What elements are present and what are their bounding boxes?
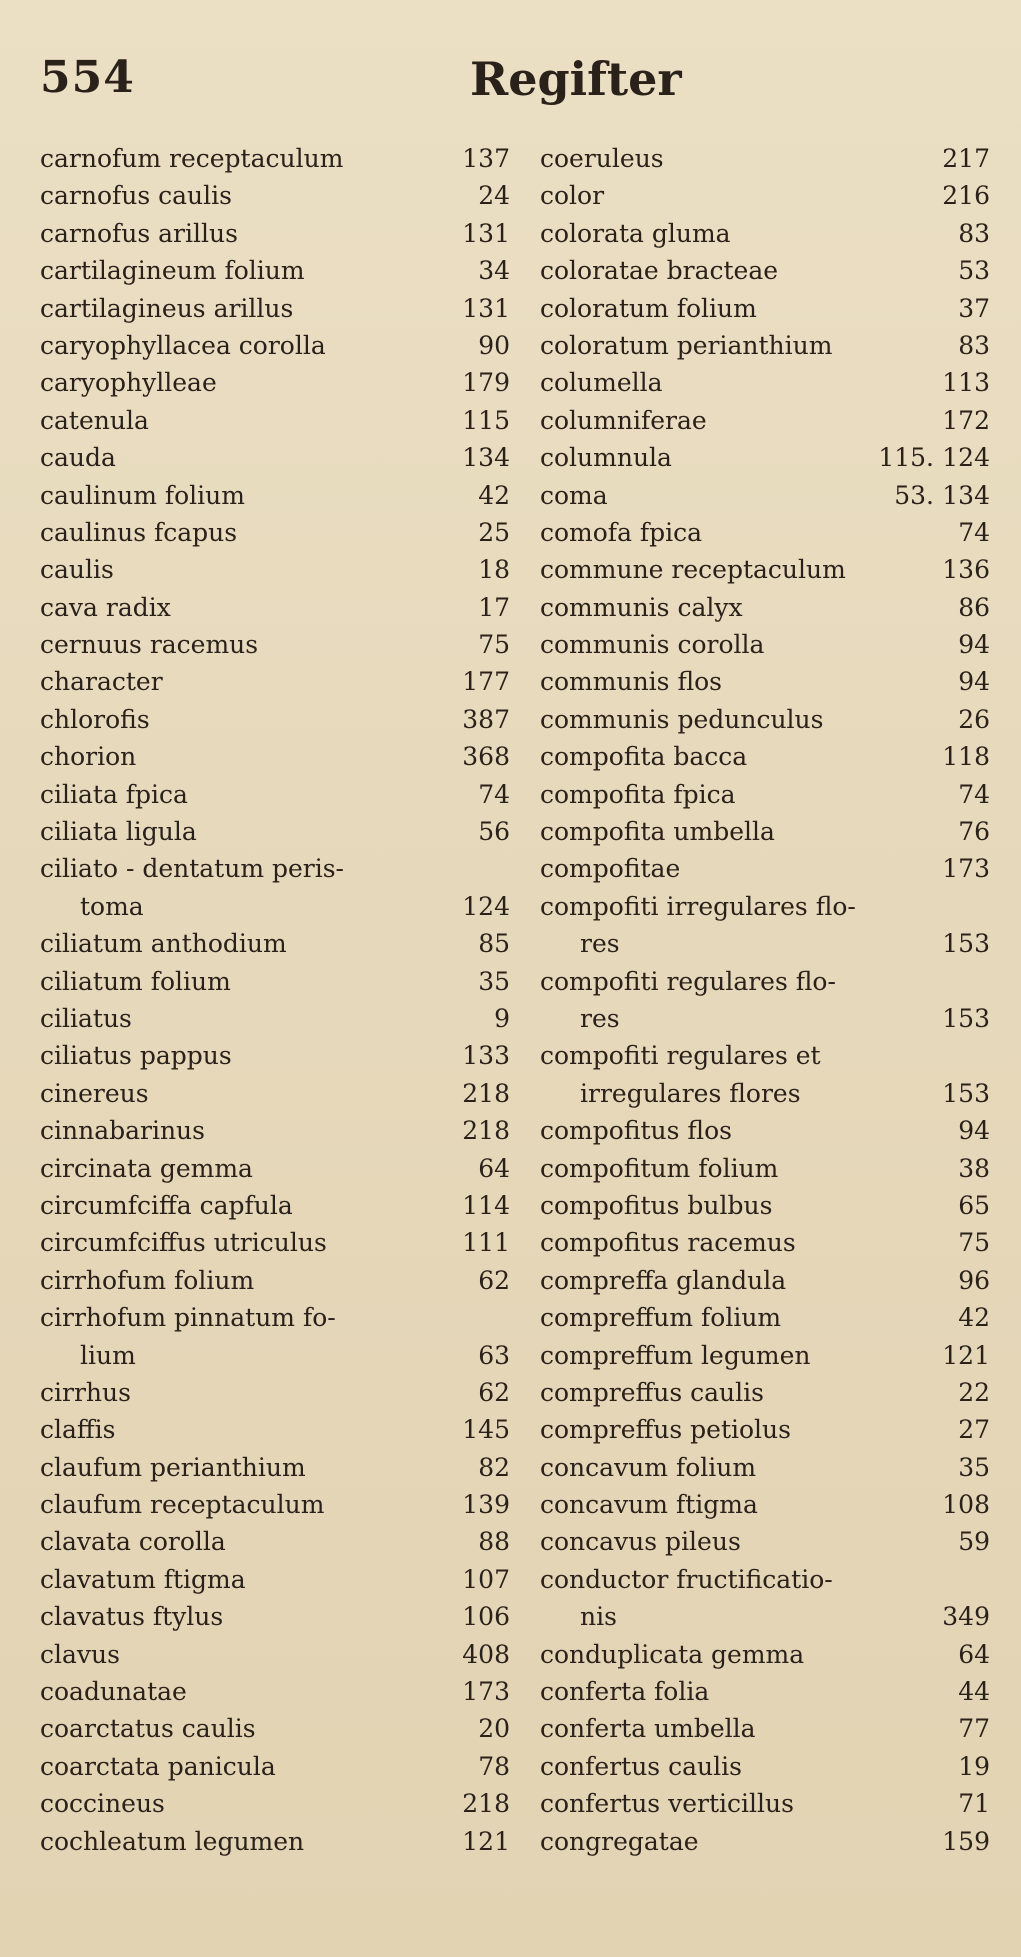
index-page-ref: 218: [462, 1078, 510, 1108]
index-entry: [540, 1785, 990, 1822]
index-term: clavatum ftigma: [40, 1564, 246, 1594]
index-page-ref: 64: [958, 1639, 990, 1669]
index-entry: [40, 1224, 510, 1261]
index-term: concavum ftigma: [540, 1490, 758, 1520]
index-term: conduplicata gemma: [540, 1639, 805, 1669]
index-term: communis calyx: [540, 592, 743, 622]
index-term: columella: [540, 368, 663, 398]
index-term: ciliatus pappus: [40, 1041, 232, 1071]
index-page-ref: 131: [462, 218, 510, 248]
index-entry: [540, 1748, 990, 1785]
index-entry: [540, 925, 990, 962]
index-term: color: [540, 181, 605, 211]
index-page-ref: 114: [462, 1190, 510, 1220]
index-page-ref: 20: [478, 1714, 510, 1744]
index-term: caulinum folium: [40, 480, 245, 510]
index-page-ref: 94: [958, 1116, 990, 1146]
index-page-ref: 59: [958, 1527, 990, 1557]
index-page-ref: 86: [958, 592, 990, 622]
index-page-ref: 121: [942, 1340, 990, 1370]
index-term: chorion: [40, 742, 137, 772]
index-page-ref: 349: [942, 1602, 990, 1632]
index-entry: [40, 888, 510, 925]
index-entry: [540, 1112, 990, 1149]
index-entry: [540, 402, 990, 439]
index-term: confertus caulis: [540, 1751, 742, 1781]
index-entry: [40, 215, 510, 252]
index-entry: [540, 1000, 990, 1037]
index-term: clavata corolla: [40, 1527, 226, 1557]
index-term: coadunatae: [40, 1677, 187, 1707]
index-term: compofitae: [540, 854, 681, 884]
index-entry: [40, 925, 510, 962]
index-term: res: [580, 929, 620, 959]
index-term: ciliatus: [40, 1003, 132, 1033]
index-term: circumfciffa capfula: [40, 1190, 293, 1220]
index-entry: [540, 177, 990, 214]
index-page-ref: 17: [478, 592, 510, 622]
index-page-ref: 19: [958, 1751, 990, 1781]
index-page-ref: 134: [942, 480, 990, 510]
index-page-ref: 124: [462, 891, 510, 921]
index-page-ref: 121: [462, 1826, 510, 1856]
index-entry: [540, 1337, 990, 1374]
index-entry: [40, 850, 510, 887]
index-page-ref: 136: [942, 555, 990, 585]
index-term: commune receptaculum: [540, 555, 846, 585]
running-head: Regifter: [470, 52, 682, 106]
index-entry: [540, 290, 990, 327]
index-entry: [40, 1449, 510, 1486]
index-entry: [40, 1523, 510, 1560]
index-entry: [40, 1337, 510, 1374]
index-term: cochleatum legumen: [40, 1826, 305, 1856]
index-entry: [40, 402, 510, 439]
index-term: colorata gluma: [540, 218, 731, 248]
index-term: conferta umbella: [540, 1714, 756, 1744]
index-entry: [540, 1187, 990, 1224]
index-term: compofitus flos: [540, 1116, 732, 1146]
index-term: coloratae bracteae: [540, 256, 779, 286]
index-term: concavum folium: [540, 1452, 757, 1482]
index-entry: [540, 626, 990, 663]
index-entry: [540, 1374, 990, 1411]
index-entry: [40, 1150, 510, 1187]
index-page-ref: 387: [462, 704, 510, 734]
index-page-ref: 77: [958, 1714, 990, 1744]
index-term: cirrhus: [40, 1377, 131, 1407]
index-page-ref: 88: [478, 1527, 510, 1557]
index-page-ref: 145: [462, 1415, 510, 1445]
index-page-ref: 65: [958, 1190, 990, 1220]
index-page-ref: 153: [942, 1003, 990, 1033]
index-entry: [40, 701, 510, 738]
index-term: catenula: [40, 405, 149, 435]
index-term: clavus: [40, 1639, 120, 1669]
index-term: compreffum folium: [540, 1303, 782, 1333]
index-page-ref: 217: [942, 144, 990, 173]
index-term: compofiti irregulares flo-: [540, 891, 856, 921]
index-page-ref: 113: [942, 368, 990, 398]
index-entry: [40, 1374, 510, 1411]
index-term: compreffus petiolus: [540, 1415, 791, 1445]
index-page-ref: 137: [462, 144, 510, 173]
index-entry: [540, 1299, 990, 1336]
index-page-ref: 218: [462, 1116, 510, 1146]
index-term: nis: [580, 1602, 617, 1632]
index-entry: [540, 514, 990, 551]
index-term: coloratum perianthium: [540, 330, 833, 360]
index-term: columnula: [540, 443, 672, 473]
index-entry: [40, 1598, 510, 1635]
index-page-ref: 134: [462, 443, 510, 473]
index-entry: [40, 1187, 510, 1224]
index-page-ref: 74: [478, 779, 510, 809]
index-entry: [540, 1037, 990, 1074]
index-entry: [540, 140, 990, 177]
index-term: caryophylleae: [40, 368, 217, 398]
index-page-ref: 62: [478, 1265, 510, 1295]
index-page-ref: 96: [958, 1265, 990, 1295]
index-entry: [540, 813, 990, 850]
index-entry: [540, 215, 990, 252]
index-page-ref: 408: [462, 1639, 510, 1669]
index-entry: [540, 1411, 990, 1448]
index-entry: [40, 1262, 510, 1299]
index-term: claufum perianthium: [40, 1452, 306, 1482]
index-term: character: [40, 667, 163, 697]
index-entry: [40, 813, 510, 850]
index-term: res: [580, 1003, 620, 1033]
index-page-ref: 368: [462, 742, 510, 772]
index-term: ciliato - dentatum peris-: [40, 854, 345, 884]
index-page-ref: 53: [958, 256, 990, 286]
index-entry: [540, 477, 990, 514]
index-page-ref: 124: [942, 443, 990, 473]
index-page-ref: 62: [478, 1377, 510, 1407]
index-term: cernuus racemus: [40, 630, 259, 660]
index-term: clavatus ftylus: [40, 1602, 224, 1632]
index-page-ref: 9: [494, 1003, 510, 1033]
index-entry: [40, 1748, 510, 1785]
index-page-ref: 24: [478, 181, 510, 211]
index-term: circumfciffus utriculus: [40, 1228, 327, 1258]
index-page-ref: 94: [958, 667, 990, 697]
index-entry: [540, 1710, 990, 1747]
index-term: communis flos: [540, 667, 722, 697]
index-page-ref: 216: [942, 181, 990, 211]
index-page-ref: 179: [462, 368, 510, 398]
index-page-ref: 173: [942, 854, 990, 884]
index-page-ref: 22: [958, 1377, 990, 1407]
index-term: communis pedunculus: [540, 704, 824, 734]
index-page-ref: 173: [462, 1677, 510, 1707]
index-entry: [40, 477, 510, 514]
index-term: chlorofis: [40, 704, 150, 734]
index-term: compofitum folium: [540, 1153, 779, 1183]
index-term: cirrhofum folium: [40, 1265, 255, 1295]
index-term: coloratum folium: [540, 293, 757, 323]
index-entry: [40, 1710, 510, 1747]
index-page-ref: 111: [462, 1228, 510, 1258]
index-page-ref: 74: [958, 517, 990, 547]
index-entry: [540, 439, 990, 476]
index-entry: [40, 551, 510, 588]
index-entry: [40, 364, 510, 401]
index-term: irregulares flores: [580, 1078, 801, 1108]
index-entry: [540, 663, 990, 700]
index-column-right: [540, 140, 990, 1860]
index-page-ref: 37: [958, 293, 990, 323]
index-entry: [540, 589, 990, 626]
index-page-ref: 172: [942, 405, 990, 435]
index-term: coma: [540, 480, 608, 510]
index-term: ciliatum anthodium: [40, 929, 287, 959]
index-entry: [40, 738, 510, 775]
index-page-ref: 139: [462, 1490, 510, 1520]
index-entry: [540, 1823, 990, 1860]
index-page-ref: 35: [958, 1452, 990, 1482]
index-term: coarctata panicula: [40, 1751, 276, 1781]
index-term: coccineus: [40, 1789, 165, 1819]
index-page-ref: 38: [958, 1153, 990, 1183]
index-entry: [540, 1262, 990, 1299]
index-term: claffis: [40, 1415, 116, 1445]
index-page-ref: 131: [462, 293, 510, 323]
index-page-ref: 75: [958, 1228, 990, 1258]
index-page-ref: 153: [942, 1078, 990, 1108]
index-page-ref: 94: [958, 630, 990, 660]
index-term: compofita umbella: [540, 817, 775, 847]
index-page-ref: 56: [478, 817, 510, 847]
index-page-ref: 44: [958, 1677, 990, 1707]
index-term: confertus verticillus: [540, 1789, 794, 1819]
index-entry: [40, 290, 510, 327]
index-term: lium: [80, 1340, 136, 1370]
index-entry: [40, 1486, 510, 1523]
index-entry: [40, 589, 510, 626]
index-term: compofitus racemus: [540, 1228, 796, 1258]
page-number: 554: [40, 52, 135, 103]
index-entry: [40, 626, 510, 663]
index-term: cauda: [40, 443, 116, 473]
index-entry: [40, 1785, 510, 1822]
index-page-ref: 177: [462, 667, 510, 697]
index-term: communis corolla: [540, 630, 765, 660]
index-page-ref: 159: [942, 1826, 990, 1856]
index-term: carnofum receptaculum: [40, 144, 344, 173]
index-entry: [40, 1112, 510, 1149]
index-page-ref: 63: [478, 1340, 510, 1370]
index-page-ref: 83: [958, 330, 990, 360]
index-page-ref: 218: [462, 1789, 510, 1819]
index-entry: [540, 1075, 990, 1112]
index-entry: [40, 514, 510, 551]
index-page-ref: 25: [478, 517, 510, 547]
index-page-ref: 71: [958, 1789, 990, 1819]
index-term: compofita bacca: [540, 742, 748, 772]
index-entry: [540, 252, 990, 289]
index-entry: [540, 963, 990, 1000]
index-page-ref: 74: [958, 779, 990, 809]
index-term: cartilagineum folium: [40, 256, 305, 286]
index-page-ref: 85: [478, 929, 510, 959]
index-entry: [40, 327, 510, 364]
index-entry: [540, 1673, 990, 1710]
index-entry: [40, 963, 510, 1000]
index-term: caryophyllacea corolla: [40, 330, 326, 360]
index-term: caulinus fcapus: [40, 517, 238, 547]
index-term: coeruleus: [540, 144, 664, 173]
index-term: toma: [80, 891, 144, 921]
index-term: concavus pileus: [540, 1527, 741, 1557]
index-column-left: [40, 140, 510, 1860]
index-entry: [40, 140, 510, 177]
index-extra-page-ref: 115.: [878, 443, 934, 473]
index-term: cartilagineus arillus: [40, 293, 294, 323]
index-term: conferta folia: [540, 1677, 710, 1707]
index-term: carnofus arillus: [40, 218, 238, 248]
index-entry: [40, 1561, 510, 1598]
index-entry: [540, 1636, 990, 1673]
index-term: claufum receptaculum: [40, 1490, 325, 1520]
index-entry: [540, 1486, 990, 1523]
index-term: circinata gemma: [40, 1153, 253, 1183]
index-page-ref: 64: [478, 1153, 510, 1183]
index-term: cirrhofum pinnatum fo-: [40, 1303, 336, 1333]
index-entry: [40, 1299, 510, 1336]
page-header: [40, 52, 981, 122]
index-term: compofita fpica: [540, 779, 736, 809]
index-term: compreffum legumen: [540, 1340, 811, 1370]
index-page-ref: 153: [942, 929, 990, 959]
index-term: compofitus bulbus: [540, 1190, 773, 1220]
index-entry: [40, 1075, 510, 1112]
index-entry: [40, 776, 510, 813]
index-term: conductor fructificatio-: [540, 1564, 833, 1594]
index-entry: [40, 1636, 510, 1673]
index-entry: [540, 1150, 990, 1187]
index-entry: [540, 364, 990, 401]
index-entry: [540, 1598, 990, 1635]
index-page-ref: 107: [462, 1564, 510, 1594]
index-entry: [540, 1561, 990, 1598]
index-page-ref: 34: [478, 256, 510, 286]
index-entry: [40, 252, 510, 289]
index-page-ref: 42: [958, 1303, 990, 1333]
index-page-ref: 118: [942, 742, 990, 772]
index-page-ref: 26: [958, 704, 990, 734]
index-term: ciliatum folium: [40, 966, 231, 996]
index-page-ref: 108: [942, 1490, 990, 1520]
index-page-ref: 27: [958, 1415, 990, 1445]
index-entry: [40, 1673, 510, 1710]
index-page-ref: 82: [478, 1452, 510, 1482]
index-entry: [40, 1823, 510, 1860]
index-entry: [540, 850, 990, 887]
index-entry: [540, 1523, 990, 1560]
index-entry: [40, 1411, 510, 1448]
index-term: compreffus caulis: [540, 1377, 764, 1407]
index-entry: [40, 1000, 510, 1037]
index-entry: [540, 738, 990, 775]
index-term: cava radix: [40, 592, 171, 622]
index-page-ref: 76: [958, 817, 990, 847]
index-term: cinnabarinus: [40, 1116, 205, 1146]
index-page-ref: 18: [478, 555, 510, 585]
index-entry: [40, 439, 510, 476]
index-entry: [540, 888, 990, 925]
index-entry: [540, 1224, 990, 1261]
index-page-ref: 106: [462, 1602, 510, 1632]
index-term: compofiti regulares flo-: [540, 966, 836, 996]
index-entry: [540, 701, 990, 738]
index-entry: [540, 1449, 990, 1486]
index-entry: [40, 663, 510, 700]
index-term: coarctatus caulis: [40, 1714, 256, 1744]
index-entry: [540, 327, 990, 364]
index-entry: [540, 776, 990, 813]
index-entry: [540, 551, 990, 588]
index-term: caulis: [40, 555, 114, 585]
index-term: carnofus caulis: [40, 181, 232, 211]
index-page-ref: 78: [478, 1751, 510, 1781]
index-page-ref: 133: [462, 1041, 510, 1071]
index-term: cinereus: [40, 1078, 149, 1108]
index-page-ref: 115: [462, 405, 510, 435]
index-extra-page-ref: 53.: [894, 480, 934, 510]
index-term: comofa fpica: [540, 517, 703, 547]
index-term: compofiti regulares et: [540, 1041, 821, 1071]
index-term: compreffa glandula: [540, 1265, 787, 1295]
index-term: ciliata ligula: [40, 817, 197, 847]
index-term: columniferae: [540, 405, 707, 435]
index-page-ref: 75: [478, 630, 510, 660]
index-term: ciliata fpica: [40, 779, 188, 809]
index-page-ref: 42: [478, 480, 510, 510]
index-page-ref: 35: [478, 966, 510, 996]
index-entry: [40, 177, 510, 214]
index-page-ref: 83: [958, 218, 990, 248]
index-entry: [40, 1037, 510, 1074]
index-term: congregatae: [540, 1826, 699, 1856]
index-page-ref: 90: [478, 330, 510, 360]
